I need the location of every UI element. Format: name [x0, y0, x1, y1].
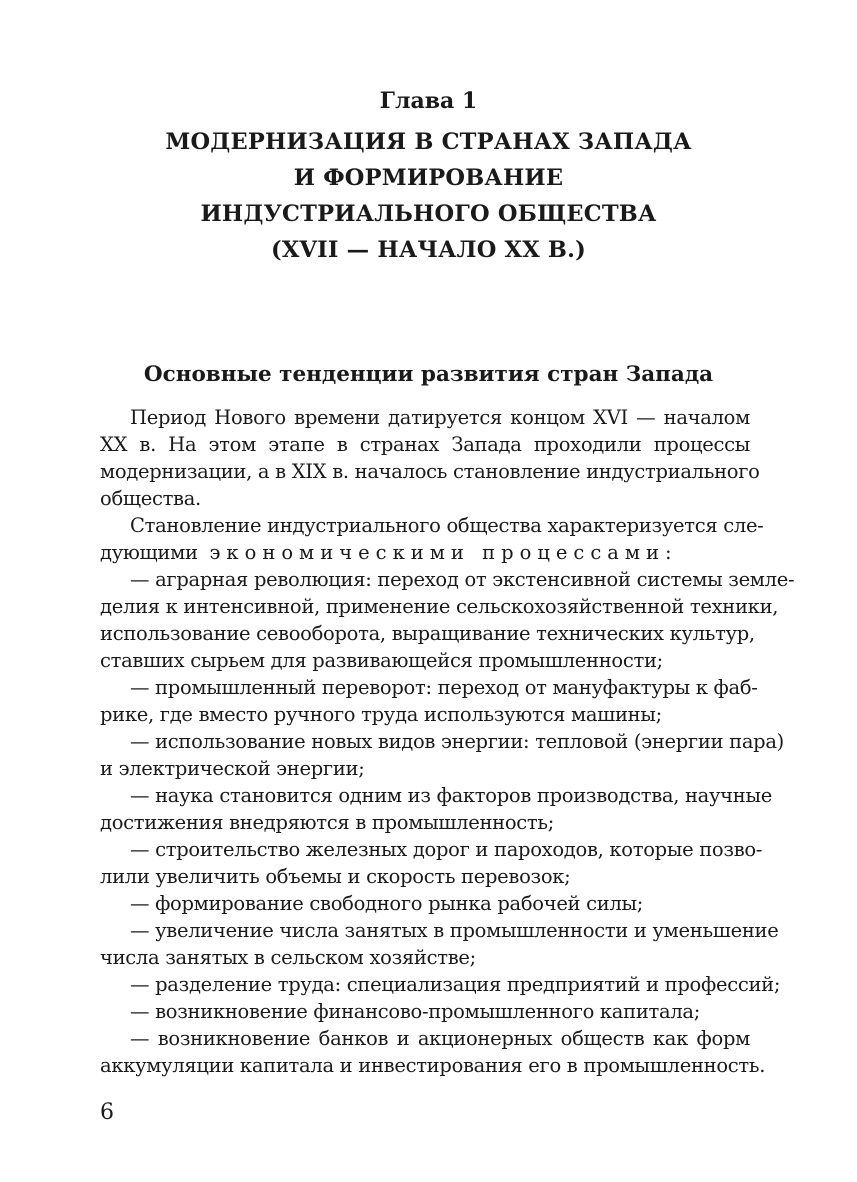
text-line: — возникновение банков и акционерных обществ как форм [130, 1027, 750, 1050]
text-line: и электрической энергии; [100, 757, 365, 780]
text-line: — использование новых видов энергии: тепловой (энергии пара) [130, 730, 784, 753]
text-line: — возникновение финансово-промышленного капитала; [130, 1000, 701, 1023]
chapter-label: Глава 1 [379, 88, 478, 114]
text-fragment: дующими [100, 541, 198, 564]
text-line: достижения внедряются в промышленность; [100, 811, 554, 834]
page-number: 6 [100, 1100, 114, 1125]
chapter-title-line: ИНДУСТРИАЛЬНОГО ОБЩЕСТВА [200, 201, 657, 227]
text-line: — разделение труда: специализация предприятий и профессий; [130, 973, 781, 996]
text-line: — промышленный переворот: переход от мануфактуры к фаб- [130, 676, 758, 699]
text-line [100, 539, 750, 566]
text-line: ставших сырьем для развивающейся промышленности; [100, 649, 663, 672]
chapter-title [100, 124, 757, 268]
body-text [100, 404, 795, 1079]
text-line: делия к интенсивной, применение сельскохозяйственной техники, [100, 595, 779, 618]
text-line: — наука становится одним из факторов производства, научные [130, 784, 772, 807]
emphasized-text: экономическими процессами: [209, 541, 678, 564]
chapter-title-line: (XVII — НАЧАЛО XX В.) [270, 237, 586, 263]
text-line: — увеличение числа занятых в промышленности и уменьшение [130, 919, 779, 942]
text-line: рике, где вместо ручного труда используются машины; [100, 703, 662, 726]
text-line: Период Нового времени датируется концом XVI — началом [130, 406, 750, 429]
section-heading: Основные тенденции развития стран Запада [143, 362, 714, 387]
text-line: общества. [100, 487, 201, 510]
text-line: модернизации, а в XIX в. началось становление индустриального [100, 460, 760, 483]
text-line: XX в. На этом этапе в странах Запада проходили процессы [100, 433, 750, 456]
text-line: числа занятых в сельском хозяйстве; [100, 946, 476, 969]
text-line: использование севооборота, выращивание технических культур, [100, 622, 755, 645]
text-line: — строительство железных дорог и пароходов, которые позво- [130, 838, 763, 861]
text-line: — формирование свободного рынка рабочей силы; [130, 892, 644, 915]
text-line: Становление индустриального общества характеризуется сле- [130, 514, 764, 537]
text-line: аккумуляции капитала и инвестирования его в промышленность. [100, 1054, 766, 1077]
chapter-title-line: МОДЕРНИЗАЦИЯ В СТРАНАХ ЗАПАДА [165, 129, 692, 155]
text-line: лили увеличить объемы и скорость перевозок; [100, 865, 571, 888]
text-line: — аграрная революция: переход от экстенсивной системы земле- [130, 568, 795, 591]
chapter-title-line: И ФОРМИРОВАНИЕ [293, 165, 564, 191]
